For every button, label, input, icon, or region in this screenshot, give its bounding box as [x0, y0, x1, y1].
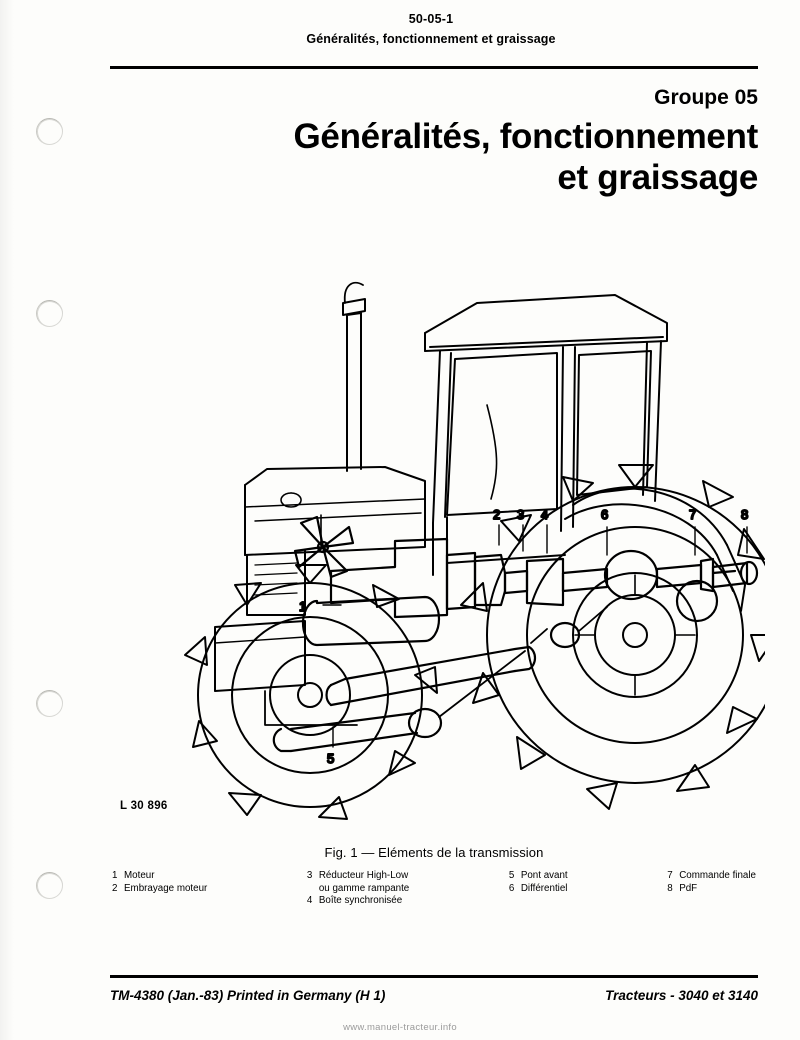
legend-item-label: Boîte synchronisée [318, 895, 403, 907]
callout-1: 1 [299, 599, 307, 614]
legend-column-1 [112, 870, 207, 908]
paper-edge-shading [0, 0, 14, 1040]
page-title-line-1: Généralités, fonctionnement [293, 117, 758, 156]
legend-item [112, 870, 207, 883]
legend-item-number: 2 [112, 882, 118, 894]
legend-item-number: 1 [112, 870, 118, 881]
group-label: Groupe 05 [654, 86, 758, 109]
legend-item [112, 883, 207, 896]
callout-3: 3 [517, 507, 525, 522]
punch-hole [36, 118, 63, 145]
callout-6: 6 [601, 507, 609, 522]
legend-item-number: 6 [508, 882, 515, 894]
legend-item [667, 883, 756, 896]
legend-item-subtext: ou gamme rampante [318, 882, 410, 894]
legend-item [307, 895, 409, 908]
legend-item [667, 870, 756, 883]
callout-2: 2 [493, 507, 501, 522]
callout-8: 8 [741, 507, 749, 522]
legend-item-number: 8 [667, 882, 673, 894]
callout-7: 7 [689, 507, 697, 522]
legend-column-2 [307, 870, 409, 908]
page-header [110, 12, 752, 46]
legend-item-number: 7 [667, 870, 673, 881]
legend-item-label: Différentiel [520, 882, 568, 894]
legend-item-label: Embrayage moteur [124, 882, 208, 894]
footer-rule [110, 975, 758, 978]
watermark: www.manuel-tracteur.info [343, 1022, 457, 1033]
legend-item-label: PdF [679, 882, 698, 894]
legend-column-3 [509, 870, 568, 908]
rear-wheel-graphic [461, 465, 765, 809]
legend-item [307, 870, 409, 883]
footer-right: Tracteurs - 3040 et 3140 [605, 988, 758, 1003]
page-title [138, 116, 758, 199]
figure-code: L 30 896 [120, 800, 168, 812]
figure-illustration [95, 255, 765, 835]
legend-item-number: 4 [306, 895, 313, 907]
callout-4: 4 [541, 507, 549, 522]
legend-item-number: 5 [508, 870, 515, 881]
figure-legend [112, 870, 756, 908]
legend-item [509, 883, 568, 896]
legend-item-label: Pont avant [520, 870, 568, 881]
page-footer [110, 988, 758, 1003]
legend-item [509, 870, 568, 883]
legend-item-label: Commande finale [679, 870, 756, 881]
legend-item-label: Réducteur High-Low [318, 870, 409, 881]
figure-caption: Fig. 1 — Eléments de la transmission [324, 845, 544, 860]
footer-left: TM-4380 (Jan.-83) Printed in Germany (H 1) [110, 988, 386, 1003]
running-title: Généralités, fonctionnement et graissage [306, 32, 556, 46]
header-rule [110, 66, 758, 69]
punch-hole [36, 690, 63, 717]
legend-item-number: 3 [306, 870, 313, 881]
legend-column-4 [667, 870, 756, 908]
punch-hole [36, 300, 63, 327]
punch-hole [36, 872, 63, 899]
legend-item-label: Moteur [124, 870, 155, 881]
page-title-line-2: et graissage [557, 158, 758, 198]
page-number: 50-05-1 [408, 12, 454, 26]
callout-5: 5 [327, 751, 335, 766]
title-block [138, 86, 758, 199]
